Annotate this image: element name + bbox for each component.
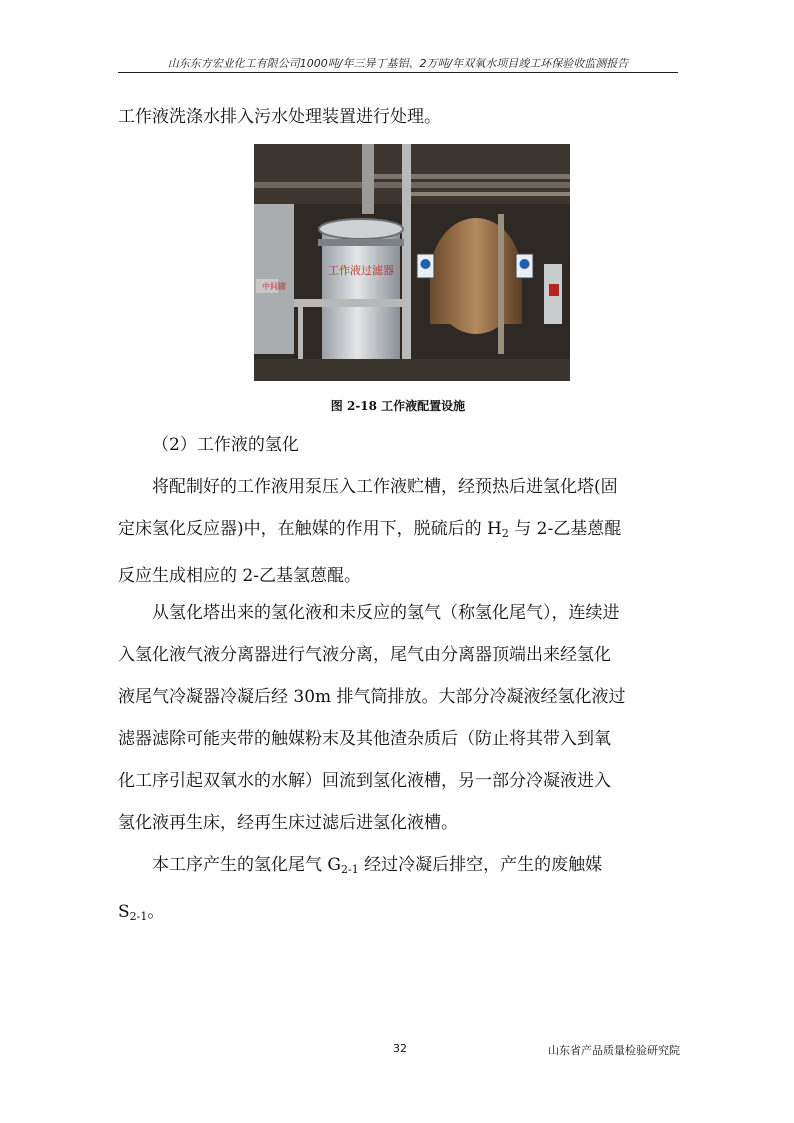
intro-paragraph: [118, 96, 678, 138]
paragraph-line: 氢化液再生床，经再生床过滤后进氢化液槽。: [118, 813, 458, 833]
section-title: （2）工作液的氢化: [152, 435, 299, 455]
figure-photo: [254, 144, 570, 381]
paragraph-hydrogenation-feed: [118, 466, 678, 597]
paragraph-line: 本工序产生的氢化尾气 $G_{2-1}$ 经过冷凝后排空，产生的废触媒: [152, 855, 603, 876]
header-rule: [118, 72, 678, 73]
left-tank-label: 中间罐: [262, 282, 286, 291]
facility-photo-illustration: [254, 144, 570, 381]
paragraph-line: 入氢化液气液分离器进行气液分离，尾气由分离器顶端出来经氢化: [118, 645, 611, 665]
paragraph-emissions: [118, 844, 678, 938]
paragraph-line: 反应生成相应的 2-乙基氢蒽醌。: [118, 566, 361, 586]
footer-organization: 山东省产品质量检验研究院: [548, 1044, 680, 1057]
section-heading: [118, 424, 678, 466]
paragraph-line: 化工序引起双氧水的水解）回流到氢化液槽，另一部分冷凝液进入: [118, 771, 611, 791]
paragraph-gas-separation: [118, 592, 678, 844]
paragraph-line: 滤器滤除可能夹带的触媒粉末及其他渣杂质后（防止将其带入到氧: [118, 729, 611, 749]
figure-caption: 图 2-18 工作液配置设施: [330, 399, 466, 413]
intro-line: 工作液洗涤水排入污水处理装置进行处理。: [118, 107, 441, 127]
paragraph-line: 将配制好的工作液用泵压入工作液贮槽，经预热后进氢化塔(固: [152, 477, 618, 497]
page-number: 32: [393, 1042, 407, 1055]
paragraph-line: $S_{2-1}$。: [118, 902, 165, 923]
tank-label: 工作液过滤器: [328, 264, 394, 277]
running-header: 山东东方宏业化工有限公司1000吨/年三异丁基铝、2万吨/年双氧水项目竣工环保验收监测报告: [167, 57, 629, 70]
paragraph-line: 液尾气冷凝器冷凝后经 30m 排气筒排放。大部分冷凝液经氢化液过: [118, 687, 626, 707]
paragraph-line: 定床氢化反应器)中，在触媒的作用下，脱硫后的 $H_2$ 与 2-乙基蒽醌: [118, 519, 622, 540]
paragraph-line: 从氢化塔出来的氢化液和未反应的氢气（称氢化尾气），连续进: [152, 603, 620, 623]
